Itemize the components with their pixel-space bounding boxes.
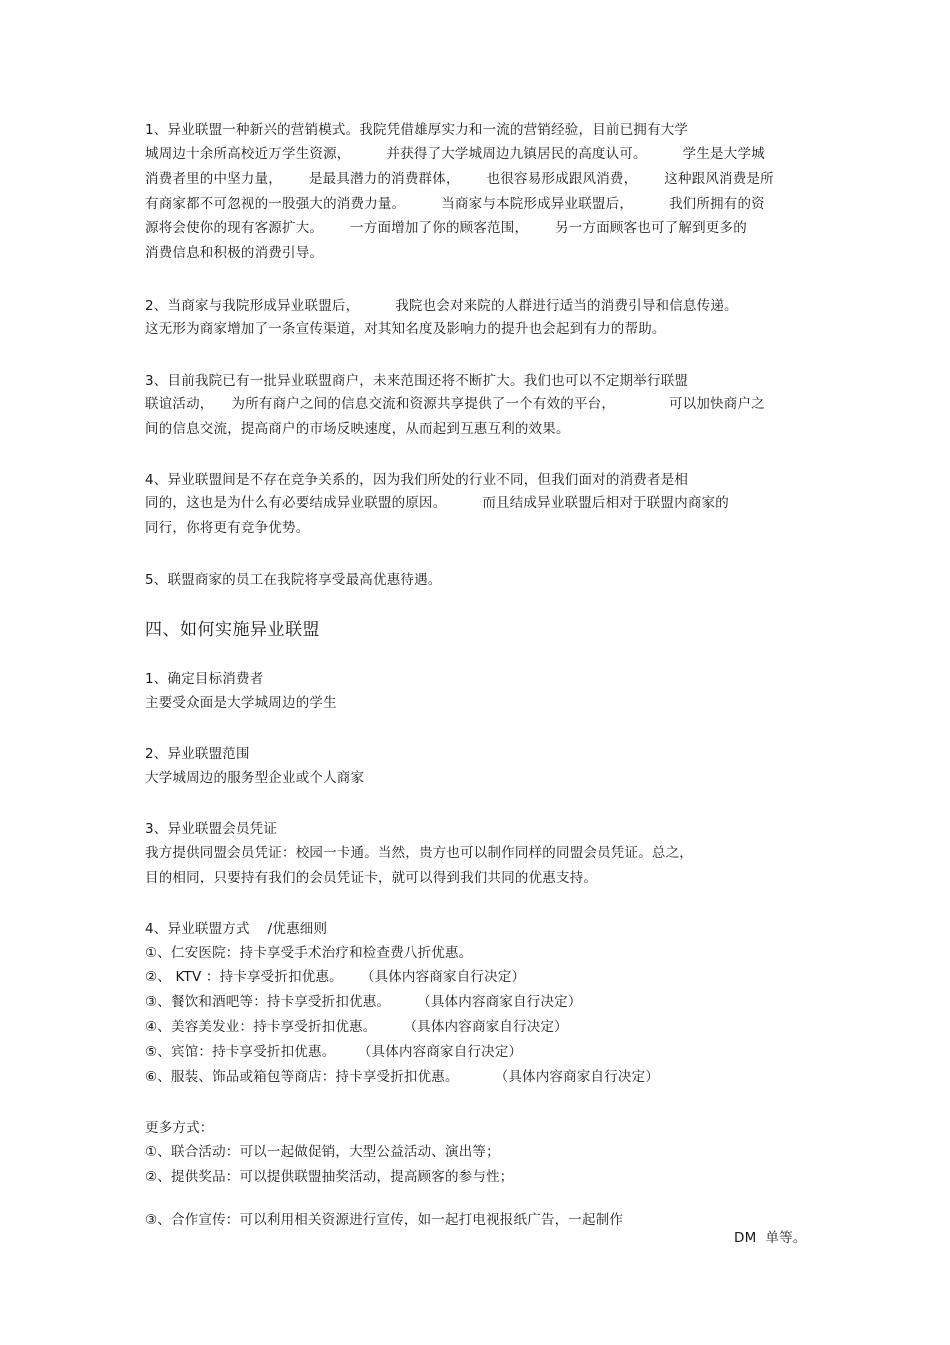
paragraph-5-line-1: 5、联盟商家的员工在我院将享受最高优惠待遇。 bbox=[145, 572, 442, 588]
step-4-item-1: ①、仁安医院：持卡享受手术治疗和检查费八折优惠。 bbox=[145, 945, 473, 961]
step-3-line-1: 我方提供同盟会员凭证：校园一卡通。当然，贵方也可以制作同样的同盟会员凭证。总之， bbox=[145, 845, 693, 861]
paragraph-4-line-1: 4、异业联盟间是不存在竞争关系的，因为我们所处的行业不同，但我们面对的消费者是相 bbox=[145, 472, 689, 488]
step-4-item-3: ③、餐饮和酒吧等：持卡享受折扣优惠。 （具体内容商家自行决定） bbox=[145, 994, 582, 1010]
step-4-item-4: ④、美容美发业：持卡享受折扣优惠。 （具体内容商家自行决定） bbox=[145, 1019, 568, 1035]
more-methods-item-3-text: ③、合作宣传：可以利用相关资源进行宣传，如一起打电视报纸广告，一起制作 bbox=[145, 1212, 624, 1228]
paragraph-3-line-2: 联谊活动， 为所有商户之间的信息交流和资源共享提供了一个有效的平台， 可以加快商户之 bbox=[145, 396, 765, 412]
step-2-body: 大学城周边的服务型企业或个人商家 bbox=[145, 770, 365, 786]
paragraph-4-line-3: 同行，你将更有竞争优势。 bbox=[145, 520, 310, 536]
paragraph-3-line-1: 3、目前我院已有一批异业联盟商户，未来范围还将不断扩大。我们也可以不定期举行联盟 bbox=[145, 373, 689, 389]
step-4-heading: 4、异业联盟方式 /优惠细则 bbox=[145, 921, 328, 937]
paragraph-2-line-2: 这无形为商家增加了一条宣传渠道，对其知名度及影响力的提升也会起到有力的帮助。 bbox=[145, 321, 666, 337]
step-2-heading: 2、异业联盟范围 bbox=[145, 746, 250, 762]
section-four-title: 四、如何实施异业联盟 bbox=[145, 620, 320, 640]
paragraph-1-line-1: 1、异业联盟一种新兴的营销模式。我院凭借雄厚实力和一流的营销经验，目前已拥有大学 bbox=[145, 122, 689, 138]
step-4-item-2: ②、 KTV ：持卡享受折扣优惠。 （具体内容商家自行决定） bbox=[145, 969, 526, 985]
paragraph-1-line-3: 消费者里的中坚力量， 是最具潜力的消费群体， 也很容易形成跟风消费， 这种跟风消费是所 bbox=[145, 171, 774, 187]
step-4-item-5: ⑤、宾馆：持卡享受折扣优惠。 （具体内容商家自行决定） bbox=[145, 1044, 523, 1060]
step-1-body: 主要受众面是大学城周边的学生 bbox=[145, 695, 337, 711]
more-methods-heading: 更多方式： bbox=[145, 1120, 214, 1136]
paragraph-3-line-3: 间的信息交流，提高商户的市场反映速度，从而起到互惠互利的效果。 bbox=[145, 421, 570, 437]
step-4-item-6: ⑥、服装、饰品或箱包等商店：持卡享受折扣优惠。 （具体内容商家自行决定） bbox=[145, 1069, 660, 1085]
paragraph-4-line-2: 同的，这也是为什么有必要结成异业联盟的原因。 而且结成异业联盟后相对于联盟内商家的 bbox=[145, 495, 729, 511]
more-methods-item-3 bbox=[145, 1193, 807, 1265]
paragraph-2-line-1: 2、当商家与我院形成异业联盟后， 我院也会对来院的人群进行适当的消费引导和信息传递。 bbox=[145, 298, 738, 314]
paragraph-1-line-2: 城周边十余所高校近万学生资源， 并获得了大学城周边九镇居民的高度认可。 学生是大学城 bbox=[145, 146, 765, 162]
step-3-heading: 3、异业联盟会员凭证 bbox=[145, 821, 278, 837]
more-methods-item-2: ②、提供奖品：可以提供联盟抽奖活动，提高顾客的参与性； bbox=[145, 1169, 514, 1185]
step-3-line-2: 目的相同，只要持有我们的会员凭证卡，就可以得到我们共同的优惠支持。 bbox=[145, 870, 598, 886]
paragraph-1-line-4: 有商家都不可忽视的一股强大的消费力量。 当商家与本院形成异业联盟后， 我们所拥有的资 bbox=[145, 196, 765, 212]
paragraph-1-line-5: 源将会使你的现有客源扩大。 一方面增加了你的顾客范围， 另一方面顾客也可了解到更多的 bbox=[145, 220, 747, 236]
paragraph-1-line-6: 消费信息和积极的消费引导。 bbox=[145, 245, 324, 261]
more-methods-item-1: ①、联合活动：可以一起做促销，大型公益活动、演出等； bbox=[145, 1144, 500, 1160]
step-1-heading: 1、确定目标消费者 bbox=[145, 671, 264, 687]
more-methods-item-3-tail: DM 单等。 bbox=[734, 1230, 807, 1246]
